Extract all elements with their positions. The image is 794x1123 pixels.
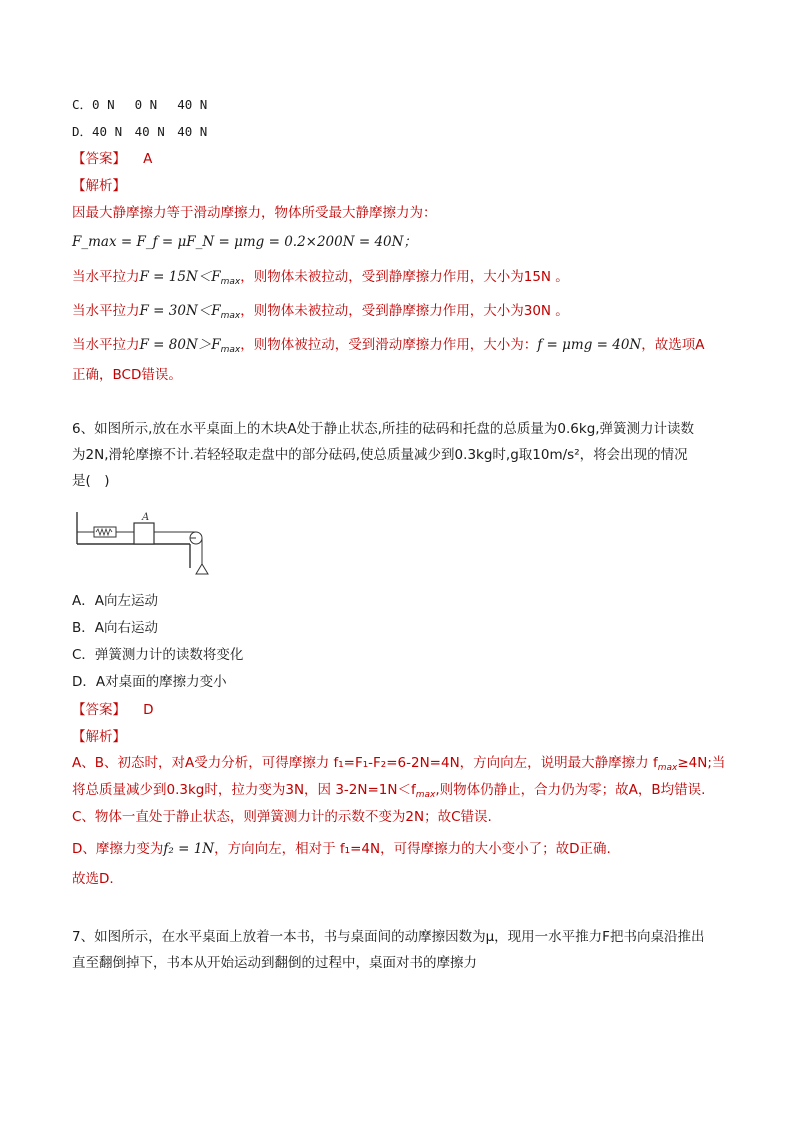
q6-option-c: C．弹簧测力计的读数将变化	[72, 647, 244, 663]
q6-analysis-line-1: A、B、初态时，对A受力分析，可得摩擦力 f₁=F₁-F₂=6-2N=4N，方向向左，说明最大静摩擦力 $f_{max}\ge 4N$;当	[72, 755, 726, 773]
spring-block-pulley-figure	[72, 508, 232, 578]
q6-stem-line-1: 6、如图所示,放在水平桌面上的木块A处于静止状态,所挂的砝码和托盘的总质量为0.6kg,弹簧测力计读数	[72, 421, 695, 437]
q6-option-d: D．A对桌面的摩擦力变小	[72, 674, 227, 690]
block-a-label: A	[142, 512, 150, 523]
q5-option-c: C．0 N 0 N 40 N	[72, 97, 208, 112]
q6-analysis-line-3: C、物体一直处于静止状态，则弹簧测力计的示数不变为2N；故C错误.	[72, 809, 492, 825]
q6-answer	[72, 700, 154, 720]
q5-case-30: 当水平拉力$F = 30N<F_{max}$，则物体未被拉动，受到静摩擦力作用，大小为30N 。	[72, 303, 569, 321]
answer-value: D	[143, 702, 154, 718]
q7-stem-line-1: 7、如图所示，在水平桌面上放着一本书，书与桌面间的动摩擦因数为μ，现用一水平推力F把书向桌沿推出	[72, 929, 705, 945]
q5-analysis-tag: 【解析】	[72, 178, 126, 194]
q6-option-b: B．A向右运动	[72, 620, 158, 636]
q5-analysis-line-1: 因最大静摩擦力等于滑动摩擦力，物体所受最大静摩擦力为：	[72, 205, 437, 221]
q5-case-15: 当水平拉力$F = 15N<F_{max}$，则物体未被拉动，受到静摩擦力作用，大小为15N 。	[72, 269, 569, 287]
q6-analysis-line-5: 故选D.	[72, 871, 114, 887]
q6-stem-line-3: 是( )	[72, 473, 110, 489]
q7-stem-line-2: 直至翻倒掉下，书本从开始运动到翻倒的过程中，桌面对书的摩擦力	[72, 955, 477, 971]
q6-option-a: A．A向左运动	[72, 593, 158, 609]
answer-tag: 【答案】	[72, 151, 126, 167]
q6-analysis-line-4: D、摩擦力变为f₂ = 1N，方向向左，相对于 f₁=4N，可得摩擦力的大小变小了；故D正确.	[72, 841, 611, 857]
q5-conclusion: 正确，BCD错误。	[72, 367, 182, 383]
q6-analysis-line-2: 将总质量减少到0.3kg时，拉力变为3N，因 $3-2N=1N<f_{max}$,则物体仍静止，合力仍为零；故A，B均错误.	[72, 782, 706, 800]
block-a	[134, 523, 154, 544]
q6-stem-line-2: 为2N,滑轮摩擦不计.若轻轻取走盘中的部分砝码,使总质量减少到0.3kg时,g取10m/s²，将会出现的情况	[72, 447, 688, 463]
q5-case-80: 当水平拉力$F = 80N>F_{max}$，则物体被拉动，受到滑动摩擦力作用，大小为：f = μmg = 40N，故选项A	[72, 337, 705, 355]
q5-formula: F_max = F_f = μF_N = μmg = 0.2×200N = 40N；	[72, 234, 417, 250]
q6-analysis-tag: 【解析】	[72, 729, 126, 745]
answer-value: A	[143, 151, 153, 167]
q5-answer	[72, 149, 152, 169]
q5-option-d: D．40 N 40 N 40 N	[72, 124, 208, 139]
weight-tray	[196, 564, 208, 574]
answer-tag: 【答案】	[72, 702, 126, 718]
